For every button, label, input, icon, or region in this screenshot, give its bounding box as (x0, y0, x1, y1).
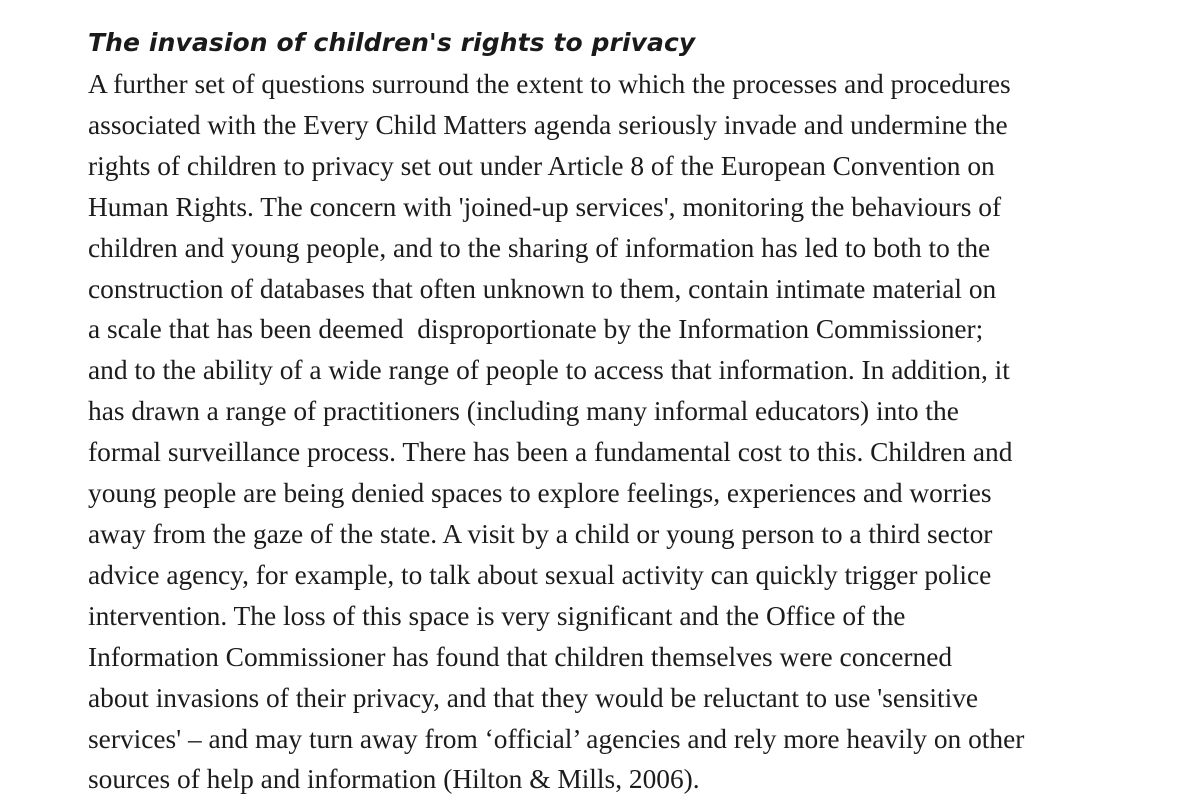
paragraph-line: and to the ability of a wide range of people to access that information. In addition, it (88, 355, 1010, 386)
paragraph-line: sources of help and information (Hilton & Mills, 2006). (88, 764, 700, 795)
paragraph-line: rights of children to privacy set out under Article 8 of the European Convention on (88, 150, 995, 181)
paragraph-line: advice agency, for example, to talk about sexual activity can quickly trigger police (88, 559, 992, 590)
paragraph-line: formal surveillance process. There has been a fundamental cost to this. Children and (88, 437, 1013, 468)
paragraph-line: has drawn a range of practitioners (including many informal educators) into the (88, 396, 959, 427)
paragraph-line: a scale that has been deemed disproportionate by the Information Commissioner; (88, 314, 984, 345)
paragraph-line: about invasions of their privacy, and that they would be reluctant to use 'sensitive (88, 682, 979, 713)
document-page (88, 26, 1188, 800)
paragraph-line: children and young people, and to the sharing of information has led to both to the (88, 232, 991, 263)
paragraph-line: A further set of questions surround the extent to which the processes and procedures (88, 69, 1011, 99)
paragraph-line: intervention. The loss of this space is very significant and the Office of the (88, 600, 906, 631)
paragraph-line: construction of databases that often unknown to them, contain intimate material on (88, 273, 997, 304)
paragraph-line: Information Commissioner has found that children themselves were concerned (88, 641, 953, 672)
paragraph-line: associated with the Every Child Matters agenda seriously invade and undermine the (88, 109, 1008, 140)
section-heading: The invasion of children's rights to privacy (88, 28, 696, 57)
paragraph-line: young people are being denied spaces to explore feelings, experiences and worries (88, 478, 992, 509)
body-paragraph (88, 64, 1188, 800)
paragraph-line: Human Rights. The concern with 'joined-up services', monitoring the behaviours of (88, 191, 1002, 222)
paragraph-line: away from the gaze of the state. A visit by a child or young person to a third sector (88, 518, 993, 549)
paragraph-line: services' – and may turn away from ‘official’ agencies and rely more heavily on other (88, 723, 1025, 754)
